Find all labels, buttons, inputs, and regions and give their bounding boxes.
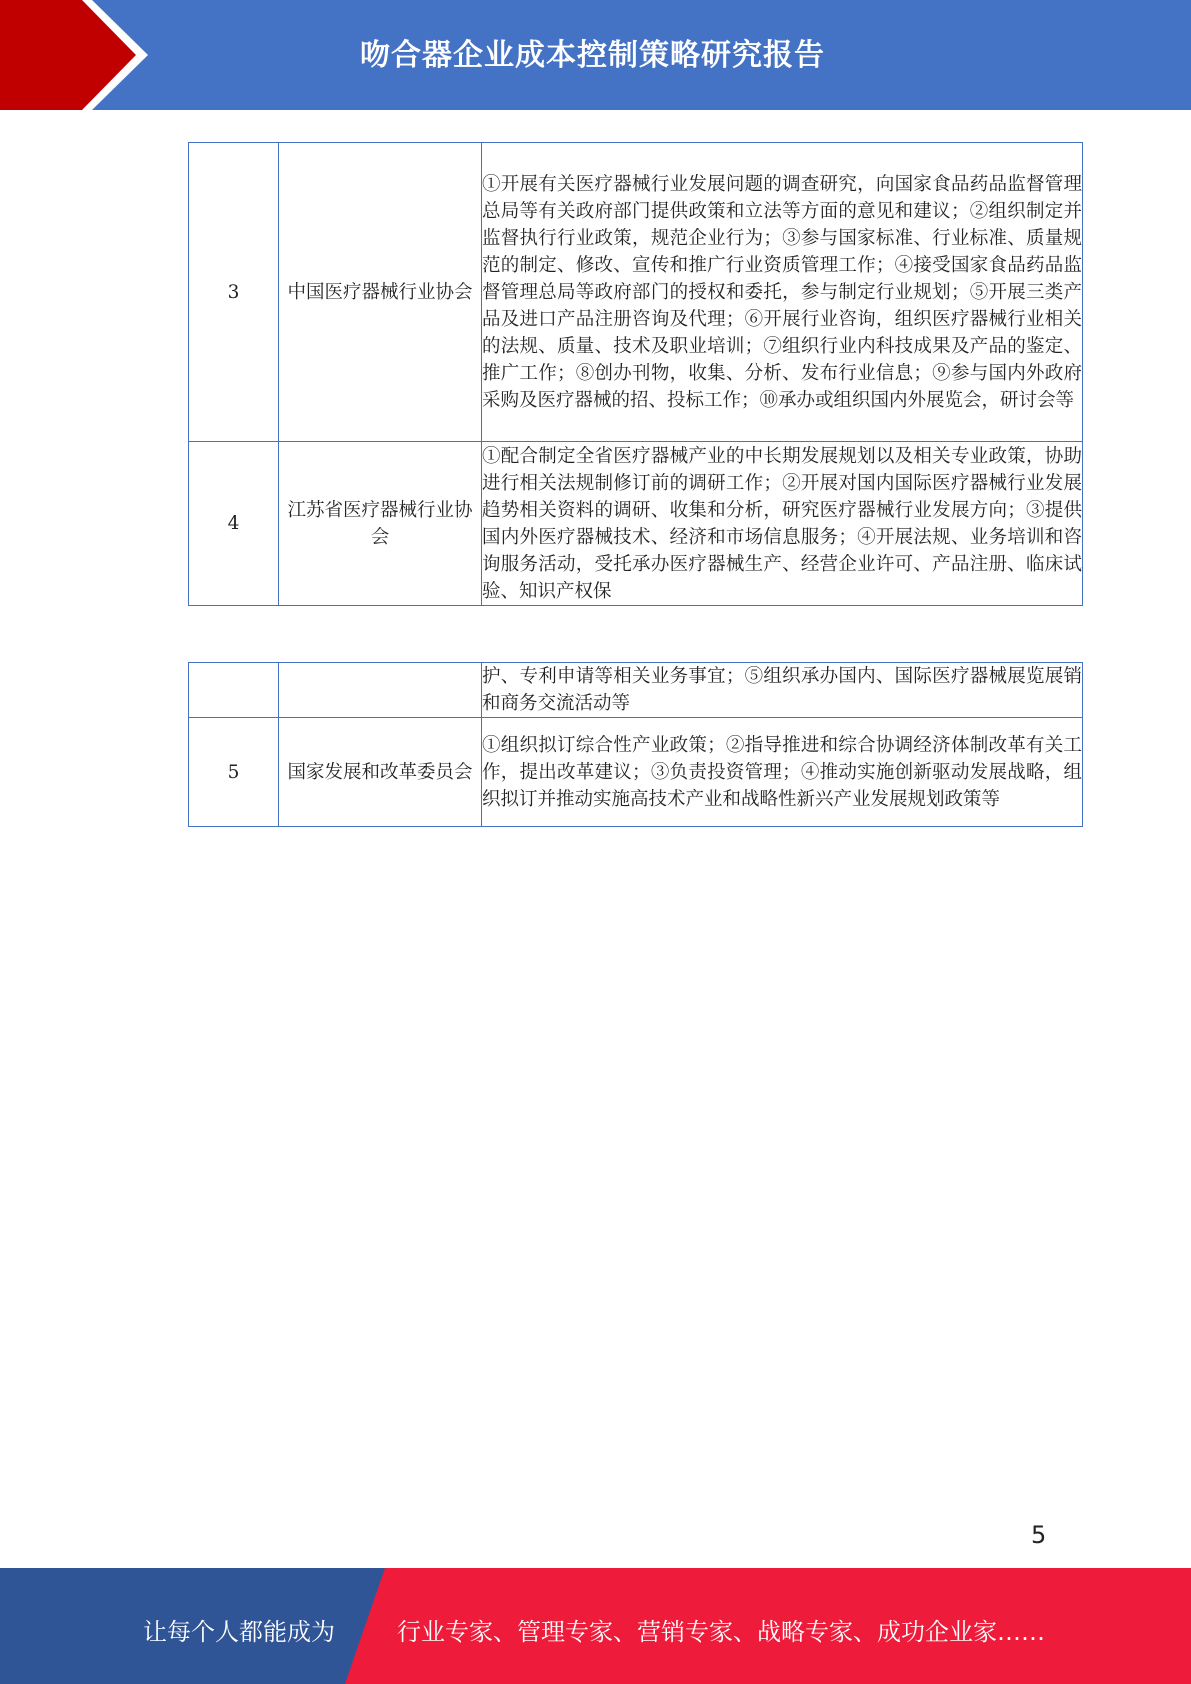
- table-row: [189, 143, 1083, 442]
- organization-duties: ①配合制定全省医疗器械产业的中长期发展规划以及相关专业政策，协助进行相关法规制修订前的调研工作；②开展对国内国际医疗器械行业发展趋势相关资料的调研、收集和分析，研究医疗器械行业发展方向；③提供国内外医疗器械技术、经济和市场信息服务；④开展法规、业务培训和咨询服务活动，受托承办医疗器械生产、经营企业许可、产品注册、临床试验、知识产权保: [482, 446, 1082, 602]
- organization-name: 江苏省医疗器械行业协会: [279, 442, 482, 606]
- organizations-table: [188, 142, 1083, 606]
- row-number: 3: [189, 143, 279, 442]
- organizations-table-continued: [188, 662, 1083, 827]
- organization-name: [279, 663, 482, 718]
- table-row: [189, 718, 1083, 827]
- organization-duties: 护、专利申请等相关业务事宜；⑤组织承办国内、国际医疗器械展览展销和商务交流活动等: [482, 663, 1083, 718]
- organization-duties: ①组织拟订综合性产业政策；②指导推进和综合协调经济体制改革有关工作，提出改革建议；③负责投资管理；④推动实施创新驱动发展战略，组织拟订并推动实施高技术产业和战略性新兴产业发展规划政策等: [482, 718, 1083, 827]
- report-title: 吻合器企业成本控制策略研究报告: [360, 38, 825, 73]
- page-header: [0, 0, 1191, 110]
- row-number: 5: [189, 718, 279, 827]
- organization-duties: ①开展有关医疗器械行业发展问题的调查研究，向国家食品药品监督管理总局等有关政府部门提供政策和立法等方面的意见和建议；②组织制定并监督执行行业政策，规范企业行为；③参与国家标准、行业标准、质量规范的制定、修改、宣传和推广行业资质管理工作；④接受国家食品药品监督管理总局等政府部门的授权和委托，参与制定行业规划；⑤开展三类产品及进口产品注册咨询及代理；⑥开展行业咨询，组织医疗器械行业相关的法规、质量、技术及职业培训；⑦组织行业内科技成果及产品的鉴定、推广工作；⑧创办刊物，收集、分析、发布行业信息；⑨参与国内外政府采购及医疗器械的招、投标工作；⑩承办或组织国内外展览会，研讨会等: [482, 143, 1083, 442]
- organization-duties-cell: [482, 442, 1083, 606]
- table-row: [189, 442, 1083, 606]
- footer-slogan-left: 让每个人都能成为: [143, 1618, 335, 1646]
- row-number: 4: [189, 442, 279, 606]
- page-footer: [0, 1568, 1191, 1684]
- page-number: 5: [1031, 1521, 1047, 1549]
- table-row: [189, 663, 1083, 718]
- row-number: [189, 663, 279, 718]
- footer-slogan-right: 行业专家、管理专家、营销专家、战略专家、成功企业家……: [397, 1618, 1045, 1646]
- organization-name: 中国医疗器械行业协会: [279, 143, 482, 442]
- header-arrow-decoration: [0, 0, 160, 110]
- organization-name: 国家发展和改革委员会: [279, 718, 482, 827]
